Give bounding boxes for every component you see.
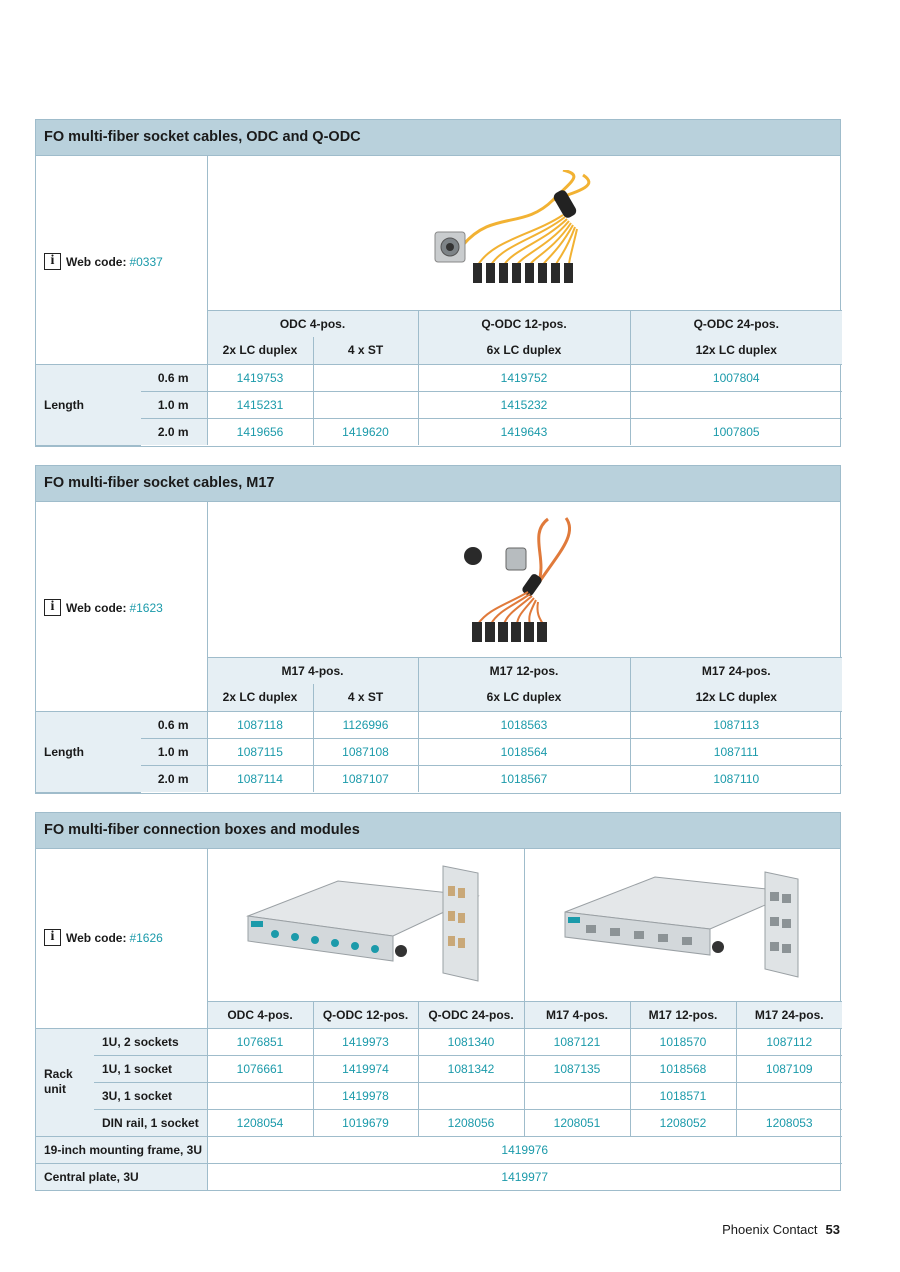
section-m17-cables (35, 465, 841, 794)
section-title: FO multi-fiber connection boxes and modules (36, 813, 840, 849)
plate-label: Central plate, 3U (36, 1163, 207, 1190)
m17-cable-image (458, 514, 588, 649)
part-number[interactable] (313, 364, 418, 391)
part-number[interactable]: 1419978 (313, 1082, 418, 1109)
web-code-cell (36, 156, 207, 310)
odc-cable-image (433, 170, 613, 300)
length-label: Length (36, 364, 141, 445)
length-value: 0.6 m (141, 711, 207, 738)
column-header: M17 24-pos. (736, 1001, 842, 1028)
page-footer (722, 1222, 840, 1237)
sub-header: 6x LC duplex (418, 337, 630, 364)
info-icon: i (44, 599, 61, 616)
sub-header: 6x LC duplex (418, 684, 630, 711)
plate-part-number[interactable]: 1419977 (207, 1163, 842, 1190)
part-number[interactable]: 1419753 (207, 364, 313, 391)
group-header: Q-ODC 24-pos. (630, 310, 842, 337)
part-number[interactable]: 1087113 (630, 711, 842, 738)
part-number[interactable]: 1419643 (418, 418, 630, 445)
part-number[interactable]: 1018567 (418, 765, 630, 792)
length-value: 1.0 m (141, 391, 207, 418)
part-number[interactable]: 1018568 (630, 1055, 736, 1082)
length-value: 2.0 m (141, 418, 207, 445)
sub-header: 4 x ST (313, 337, 418, 364)
web-code-label: Web code: (66, 600, 127, 615)
part-number[interactable]: 1419656 (207, 418, 313, 445)
web-code-link[interactable]: #1626 (129, 930, 163, 945)
odc-box-image (243, 861, 488, 986)
length-value: 2.0 m (141, 765, 207, 792)
frame-label: 19-inch mounting frame, 3U (36, 1136, 207, 1163)
group-header: M17 24-pos. (630, 657, 842, 684)
sub-header: 2x LC duplex (207, 684, 313, 711)
section-title: FO multi-fiber socket cables, ODC and Q-ODC (36, 120, 840, 156)
part-number[interactable]: 1087109 (736, 1055, 842, 1082)
column-header: M17 12-pos. (630, 1001, 736, 1028)
length-value: 1.0 m (141, 738, 207, 765)
part-number[interactable]: 1018564 (418, 738, 630, 765)
part-number[interactable]: 1419973 (313, 1028, 418, 1055)
part-number[interactable] (736, 1082, 842, 1109)
part-number[interactable]: 1018563 (418, 711, 630, 738)
info-icon: i (44, 929, 61, 946)
product-image-m17-box (524, 849, 842, 1001)
section-odc-cables (35, 119, 841, 447)
part-number[interactable]: 1208053 (736, 1109, 842, 1136)
part-number[interactable]: 1087110 (630, 765, 842, 792)
part-number[interactable]: 1419974 (313, 1055, 418, 1082)
frame-part-number[interactable]: 1419976 (207, 1136, 842, 1163)
part-number[interactable] (630, 391, 842, 418)
column-header: Q-ODC 24-pos. (418, 1001, 524, 1028)
part-number[interactable] (207, 1082, 313, 1109)
part-number[interactable]: 1019679 (313, 1109, 418, 1136)
part-number[interactable]: 1415231 (207, 391, 313, 418)
m17-box-image (560, 867, 805, 987)
part-number[interactable]: 1087121 (524, 1028, 630, 1055)
web-code-cell (36, 849, 207, 1001)
info-icon: i (44, 253, 61, 270)
row-label: 1U, 2 sockets (94, 1028, 207, 1055)
part-number[interactable]: 1087111 (630, 738, 842, 765)
rack-label-line2: unit (44, 1082, 66, 1096)
length-value: 0.6 m (141, 364, 207, 391)
part-number[interactable]: 1087107 (313, 765, 418, 792)
part-number[interactable]: 1208051 (524, 1109, 630, 1136)
m17-table (36, 502, 842, 793)
part-number[interactable]: 1018571 (630, 1082, 736, 1109)
group-header: M17 12-pos. (418, 657, 630, 684)
product-image-m17 (207, 502, 842, 657)
section-title: FO multi-fiber socket cables, M17 (36, 466, 840, 502)
row-label: 3U, 1 socket (94, 1082, 207, 1109)
sub-header: 12x LC duplex (630, 684, 842, 711)
part-number[interactable] (313, 391, 418, 418)
web-code-label: Web code: (66, 254, 127, 269)
part-number[interactable]: 1018570 (630, 1028, 736, 1055)
part-number[interactable]: 1007805 (630, 418, 842, 445)
rack-unit-label (36, 1028, 94, 1136)
part-number[interactable]: 1419752 (418, 364, 630, 391)
part-number[interactable]: 1087115 (207, 738, 313, 765)
part-number[interactable]: 1087114 (207, 765, 313, 792)
column-header: Q-ODC 12-pos. (313, 1001, 418, 1028)
web-code-cell (36, 502, 207, 657)
part-number[interactable]: 1208052 (630, 1109, 736, 1136)
sub-header: 12x LC duplex (630, 337, 842, 364)
rack-label-line1: Rack (44, 1067, 73, 1081)
length-label: Length (36, 711, 141, 792)
part-number[interactable] (418, 1082, 524, 1109)
group-header: M17 4-pos. (207, 657, 418, 684)
sub-header: 4 x ST (313, 684, 418, 711)
part-number[interactable]: 1208056 (418, 1109, 524, 1136)
part-number[interactable]: 1087108 (313, 738, 418, 765)
sub-header: 2x LC duplex (207, 337, 313, 364)
part-number[interactable]: 1087135 (524, 1055, 630, 1082)
part-number[interactable] (524, 1082, 630, 1109)
part-number[interactable]: 1081340 (418, 1028, 524, 1055)
product-image-odc-box (207, 849, 524, 1001)
part-number[interactable]: 1081342 (418, 1055, 524, 1082)
row-label: DIN rail, 1 socket (94, 1109, 207, 1136)
section-connection-boxes (35, 812, 841, 1191)
part-number[interactable]: 1415232 (418, 391, 630, 418)
group-header: ODC 4-pos. (207, 310, 418, 337)
company-name: Phoenix Contact (722, 1222, 818, 1237)
group-header: Q-ODC 12-pos. (418, 310, 630, 337)
part-number[interactable]: 1076851 (207, 1028, 313, 1055)
odc-table (36, 156, 842, 446)
row-label: 1U, 1 socket (94, 1055, 207, 1082)
product-image-odc (207, 156, 842, 310)
web-code-link[interactable]: #1623 (129, 600, 163, 615)
part-number[interactable]: 1087118 (207, 711, 313, 738)
web-code-link[interactable]: #0337 (129, 254, 163, 269)
part-number[interactable]: 1076661 (207, 1055, 313, 1082)
part-number[interactable]: 1087112 (736, 1028, 842, 1055)
column-header: ODC 4-pos. (207, 1001, 313, 1028)
web-code-label: Web code: (66, 930, 127, 945)
part-number[interactable]: 1419620 (313, 418, 418, 445)
boxes-table (36, 849, 842, 1190)
part-number[interactable]: 1126996 (313, 711, 418, 738)
column-header: M17 4-pos. (524, 1001, 630, 1028)
part-number[interactable]: 1208054 (207, 1109, 313, 1136)
part-number[interactable]: 1007804 (630, 364, 842, 391)
page-number: 53 (825, 1222, 840, 1237)
